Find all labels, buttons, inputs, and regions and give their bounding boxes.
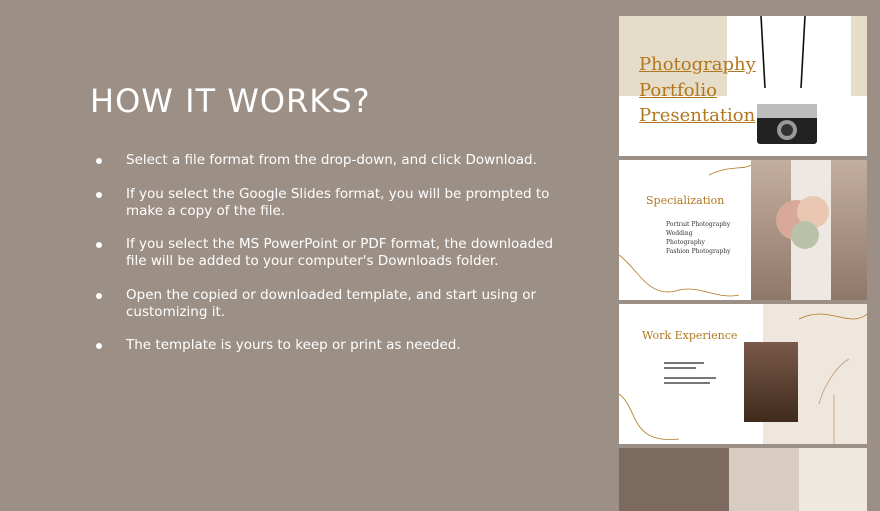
list-item: Photography	[666, 239, 705, 246]
list-item-text: If you select the Google Slides format, you will be prompted to make a copy of the file.	[126, 185, 550, 219]
autumn-photo	[744, 342, 798, 422]
bullet-icon	[96, 242, 102, 248]
bullet-icon	[96, 293, 102, 299]
page-title: HOW IT WORKS?	[90, 82, 371, 120]
list-item	[96, 236, 566, 270]
photo-block	[729, 448, 799, 511]
list-item	[96, 186, 566, 220]
list-item	[96, 152, 566, 169]
list-item-text: If you select the MS PowerPoint or PDF format, the downloaded file will be added to your computer's Downloads folder.	[126, 236, 554, 269]
bullet-icon	[96, 343, 102, 349]
slide-thumbnail-specialization[interactable]	[619, 160, 867, 300]
gold-line-decoration	[619, 304, 867, 444]
beige-panel	[851, 16, 867, 96]
slide-thumbnail-title[interactable]	[619, 16, 867, 156]
photo-block	[799, 448, 867, 511]
text-lines-decoration	[664, 362, 716, 384]
specialization-list	[666, 220, 731, 256]
slide-thumbnail-work-experience[interactable]	[619, 304, 867, 444]
list-item	[96, 287, 566, 321]
instructions-list	[96, 152, 566, 371]
list-item-text: The template is yours to keep or print as needed.	[126, 337, 461, 353]
bouquet-image	[751, 160, 867, 300]
list-item: Wedding	[666, 230, 693, 237]
slide-title: Photography Portfolio Presentation	[639, 54, 756, 126]
list-item	[96, 337, 566, 354]
list-item-text: Select a file format from the drop-down, and click Download.	[126, 152, 537, 168]
bullet-icon	[96, 158, 102, 164]
list-item: Portrait Photography	[666, 221, 731, 228]
wedding-photo	[751, 160, 867, 300]
slide-title: Specialization	[646, 194, 725, 207]
photo-block	[619, 448, 729, 511]
list-item: Fashion Photography	[666, 248, 731, 255]
slide-title: Work Experience	[642, 329, 738, 342]
slide-thumbnail-next[interactable]	[619, 448, 867, 511]
list-item-text: Open the copied or downloaded template, and start using or customizing it.	[126, 286, 537, 320]
bullet-icon	[96, 192, 102, 198]
